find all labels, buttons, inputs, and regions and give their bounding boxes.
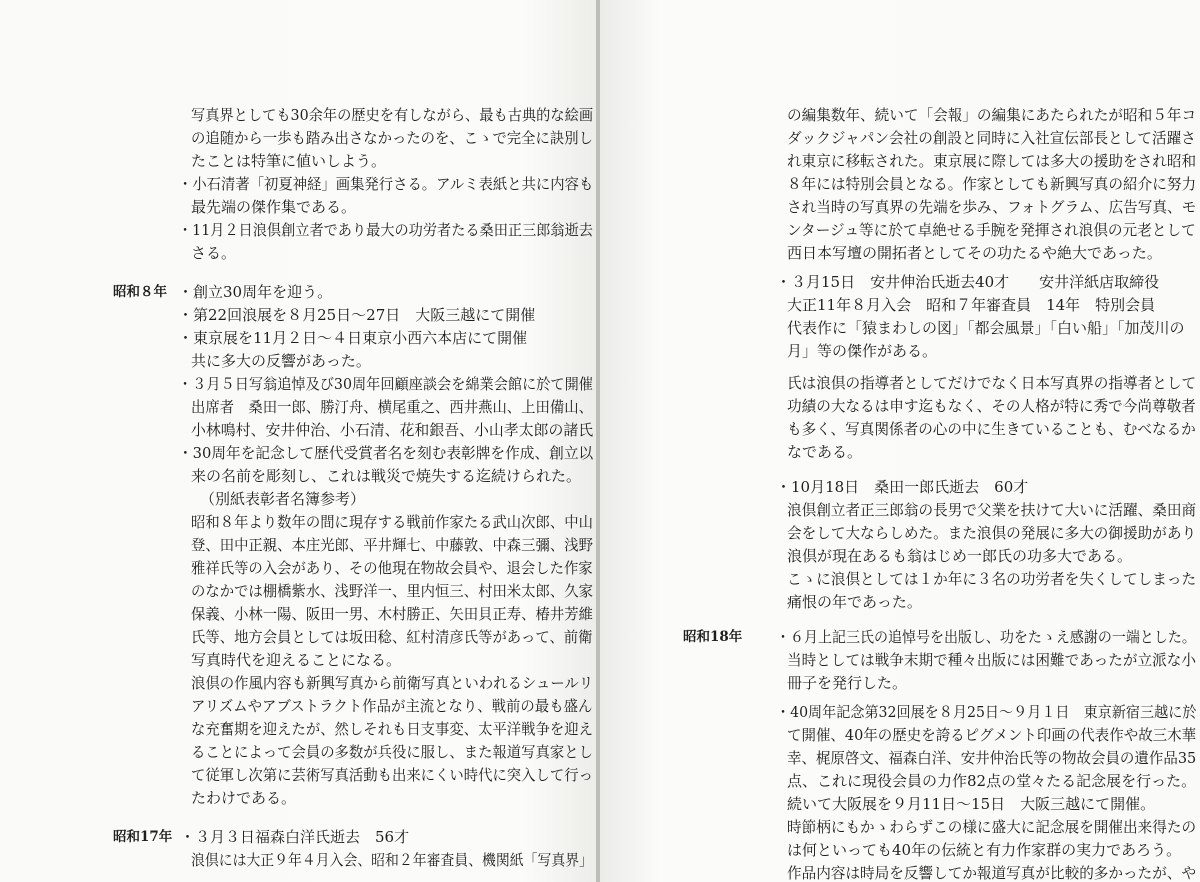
text-line: 幸、梶原啓文、福森白洋、安井仲治氏等の物故会員の遺作品35 (787, 749, 1197, 767)
text-line: 代表作に「猿まわしの図」「都会風景」「白い船」「加茂川の (787, 319, 1185, 337)
text-line: 氏等、地方会員としては坂田稔、紅村清彦氏等があって、前衛 (191, 628, 593, 646)
text-line: ８年には特別会員となる。作家としても新興写真の紹介に努力 (787, 175, 1197, 193)
text-line: 作品内容は時局を反響してか報道写真が比較的多かったが、や (787, 864, 1197, 882)
text-line: て従軍し次第に芸術写真活動も出来にくい時代に突入して行っ (191, 766, 593, 784)
text-line: れ東京に移転された。東京展に際しては多大の援助をされ昭和 (787, 152, 1197, 170)
text-line: 点、これに現役会員の力作82点の堂々たる記念展を行った。 (787, 772, 1197, 790)
text-line: ・６月上記三氏の追悼号を出版し、功をたゝえ感謝の一端とした。 (776, 628, 1196, 646)
text-line: さる。 (191, 244, 237, 262)
text-line: ダックジャパン会社の創設と同時に入社宣伝部長として活躍さ (787, 129, 1196, 147)
year-heading: 昭和８年 (113, 284, 167, 300)
text-line: 小林鳴村、安井仲治、小石清、花和銀吾、小山孝太郎の諸氏 (191, 421, 594, 439)
text-line: ・小石清著「初夏神経」画集発行さる。アルミ表紙と共に内容も (178, 175, 594, 193)
text-line: （別紙表彰者名簿参考） (200, 490, 366, 508)
text-line: ・第22回浪展を８月25日～27日 大阪三越にて開催 (178, 306, 536, 324)
text-line: ンタージュ等に於て卓絶せる手腕を発揮され浪倶の元老として (787, 221, 1196, 239)
text-line: ることによって会員の多数が兵役に服し、また報道写真家とし (191, 743, 593, 761)
text-line: 雅祥氏等の入会があり、その他現在物故会員や、退会した作家 (191, 559, 593, 577)
text-line: 最先端の傑作集である。 (191, 198, 357, 216)
text-line: 浪倶には大正９年４月入会、昭和２年審査員、機関紙「写真界」 (191, 851, 593, 869)
text-line: なである。 (787, 443, 863, 461)
text-line: 来の名前を彫刻し、これは戦災で焼失する迄続けられた。 (191, 467, 582, 485)
text-line: ・３月15日 安井伸治氏逝去40才 安井洋紙店取締役 (776, 273, 1160, 291)
text-line: され当時の写真界の先端を歩み、フォトグラム、広告写真、モ (787, 198, 1197, 216)
text-line: たことは特筆に値いしよう。 (191, 152, 387, 170)
text-line: ・30周年を記念して歴代受賞者名を刻む表彰牌を作成、創立以 (178, 444, 594, 462)
text-line: のなかでは棚橋紫水、浅野洋一、里内恒三、村田米太郎、久家 (191, 582, 593, 600)
text-line: 冊子を発行した。 (787, 674, 908, 692)
text-line: 大正11年８月入会 昭和７年審査員 14年 特別会員 (787, 296, 1156, 314)
text-line: 当時としては戦争末期で種々出版には困難であったが立派な小 (787, 651, 1196, 669)
text-line: て開催、40年の歴史を誇るピグメント印画の代表作や故三木華 (787, 726, 1197, 744)
text-line: ・11月２日浪倶創立者であり最大の功労者たる桑田正三郎翁逝去 (178, 221, 593, 239)
text-line: 出席者 桑田一郎、勝汀舟、横尾重之、西井燕山、上田備山、 (191, 398, 593, 416)
text-line: 浪倶創立者正三郎翁の長男で父業を扶けて大いに活躍、桑田商 (787, 501, 1197, 519)
text-line: こゝに浪倶としては１か年に３名の功労者を失くしてしまった (787, 570, 1197, 588)
text-line: ・３月５日写翁追悼及び30周年回顧座談会を綿業会館に於て開催 (178, 375, 593, 393)
right-page (600, 0, 1200, 882)
text-line: 時節柄にもかゝわらずこの様に盛大に記念展を開催出来得たの (787, 818, 1197, 836)
text-line: 昭和８年より数年の間に現存する戦前作家たる武山次郎、中山 (191, 513, 593, 531)
left-page (0, 0, 597, 882)
text-line: も多く、写真関係者の心の中に生きていることも、むべなるか (787, 420, 1196, 438)
text-line: ・３月３日福森白洋氏逝去 56才 (180, 828, 410, 846)
text-line: 共に多大の反響があった。 (191, 352, 371, 370)
text-line: 浪倶の作風内容も新興写真から前衛写真といわれるシュールリ (191, 674, 594, 692)
year-heading: 昭和18年 (683, 629, 743, 645)
text-line: 浪倶が現在あるも翁はじめ一郎氏の功多大である。 (787, 547, 1133, 565)
text-line: 西日本写壇の開拓者としてその功たるや絶大であった。 (787, 244, 1162, 262)
text-line: ・40周年記念第32回展を８月25日～９月１日 東京新宿三越に於 (776, 703, 1197, 721)
text-line: な充奮期を迎えたが、然しそれも日支事変、太平洋戦争を迎え (191, 720, 593, 738)
text-line: の追随から一歩も踏み出さなかったのを、こゝで完全に訣別し (191, 129, 593, 147)
year-heading: 昭和17年 (113, 829, 173, 845)
text-line: 氏は浪倶の指導者としてだけでなく日本写真界の指導者として (787, 374, 1197, 392)
text-line: 功績の大なるは申す迄もなく、その人格が特に秀で今尚尊敬者 (787, 397, 1196, 415)
text-line: 保義、小林一陽、阪田一男、木村勝正、矢田貝正寿、椿井芳維 (191, 605, 593, 623)
text-line: ・創立30周年を迎う。 (178, 283, 333, 301)
text-line: 月」等の傑作がある。 (787, 342, 938, 360)
text-line: 写真時代を迎えることになる。 (191, 651, 402, 669)
text-line: 会をして大ならしめた。また浪倶の発展に多大の御援助があり (787, 524, 1197, 542)
text-line: の編集数年、続いて「会報」の編集にあたられたが昭和５年コ (787, 106, 1197, 124)
text-line: は何といっても40年の伝統と有力作家群の実力であろう。 (787, 841, 1182, 859)
text-line: 続いて大阪展を９月11日～15日 大阪三越にて開催。 (787, 795, 1156, 813)
text-line: たわけである。 (191, 789, 297, 807)
text-line: 痛恨の年であった。 (787, 593, 922, 611)
text-line: アリズムやアブストラクト作品が主流となり、戦前の最も盛ん (191, 697, 593, 715)
text-line: 登、田中正親、本庄光郎、平井輝七、中藤敦、中森三彌、浅野 (191, 536, 593, 554)
text-line: 写真界としても30余年の歴史を有しながら、最も古典的な絵画 (191, 106, 594, 124)
text-line: ・東京展を11月２日～４日東京小西六本店にて開催 (178, 329, 528, 347)
text-line: ・10月18日 桑田一郎氏逝去 60才 (776, 478, 1029, 496)
